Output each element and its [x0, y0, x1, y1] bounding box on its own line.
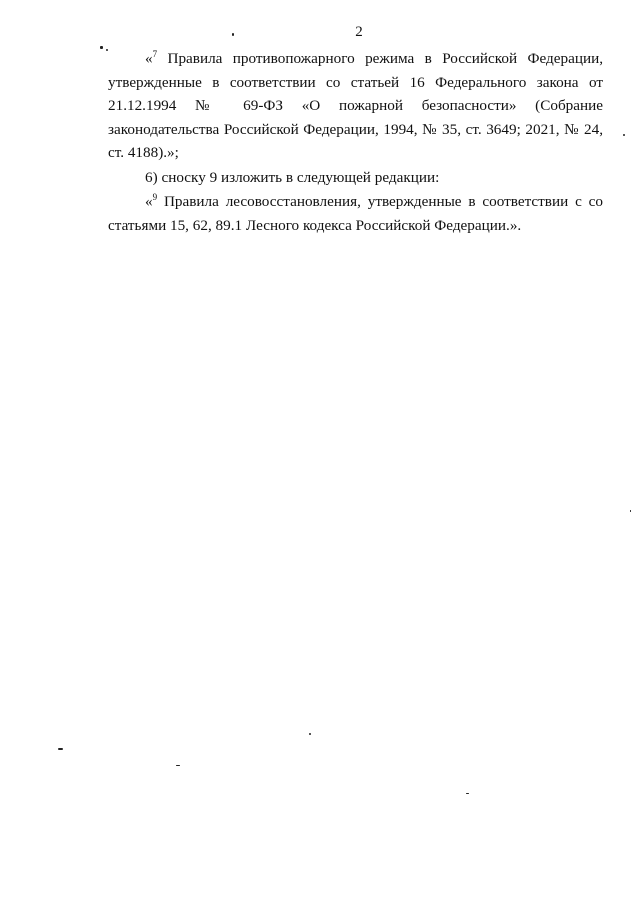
scan-speck [176, 765, 180, 766]
instruction-paragraph: 6) сноску 9 изложить в следующей редакции: [145, 168, 440, 186]
footnote-9-paragraph [108, 190, 603, 237]
scan-speck [630, 510, 631, 512]
open-quote: « [145, 193, 153, 210]
document-body [108, 47, 603, 237]
scan-speck [58, 748, 63, 750]
page-number: 2 [355, 24, 363, 40]
open-quote: « [145, 50, 153, 67]
footnote-mark-7: 7 [152, 48, 158, 59]
scan-speck [232, 33, 234, 36]
footnote-9-text: Правила лесовосстановления, утвержденные в соответствии с со статьями 15, 62, 89.1 Лесного кодекса Российской Федерации.». [108, 193, 603, 234]
scan-speck [623, 134, 625, 136]
scan-speck [309, 733, 311, 735]
footnote-mark-9: 9 [152, 191, 158, 202]
scan-speck [106, 49, 108, 51]
footnote-7-text: Правила противопожарного режима в Российской Федерации, утвержденные в соответствии со статьей 16 Федерального закона от 21.12.1994 № 69-ФЗ «О пожарной безопасности» (Собрание законодательства Российской Федерации, 1994, № 35, ст. 3649; 2021, № 24, ст. 4188).»; [108, 50, 603, 161]
footnote-7-paragraph [108, 47, 603, 165]
scan-speck [100, 46, 103, 49]
scan-speck [466, 793, 469, 794]
